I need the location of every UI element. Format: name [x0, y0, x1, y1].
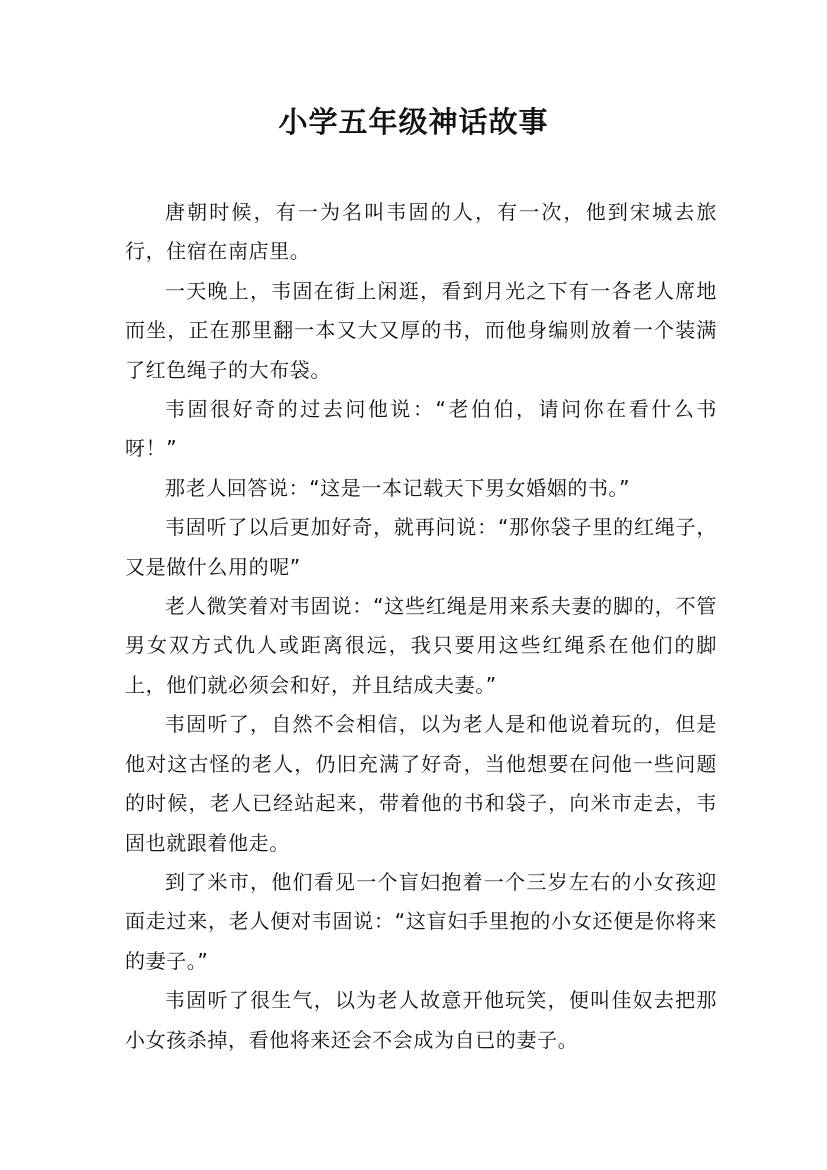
paragraph: 那老人回答说：“这是一本记载天下男女婚姻的书。”	[165, 475, 631, 500]
paragraph: 韦固听了以后更加好奇，就再问说：“那你袋子里的红绳子，又是做什么用的呢”	[125, 515, 717, 579]
paragraph: 唐朝时候，有一为名叫韦固的人，有一次，他到宋城去旅行，住宿在南店里。	[125, 200, 717, 264]
paragraph: 老人微笑着对韦固说：“这些红绳是用来系夫妻的脚的，不管男女双方式仇人或距离很远，我只要用这些红绳系在他们的脚上，他们就必须会和好，并且结成夫妻。”	[125, 594, 717, 697]
document-title: 小学五年级神话故事	[278, 105, 549, 139]
paragraph: 韦固很好奇的过去问他说：“老伯伯，请问你在看什么书呀！”	[125, 397, 717, 461]
paragraph: 韦固听了，自然不会相信，以为老人是和他说着玩的，但是他对这古怪的老人，仍旧充满了好奇，当他想要在问他一些问题的时候，老人已经站起来，带着他的书和袋子，向米市走去，韦固也就跟着他走。	[125, 712, 717, 855]
paragraph: 一天晚上，韦固在街上闲逛，看到月光之下有一各老人席地而坐，正在那里翻一本又大又厚的书，而他身编则放着一个装满了红色绳子的大布袋。	[125, 278, 717, 382]
paragraph: 韦固听了很生气，以为老人故意开他玩笑，便叫佳奴去把那小女孩杀掉，看他将来还会不会成为自已的妻子。	[125, 988, 717, 1052]
paragraph: 到了米市，他们看见一个盲妇抱着一个三岁左右的小女孩迎面走过来，老人便对韦固说：“这盲妇手里抱的小女还便是你将来的妻子。”	[125, 869, 717, 973]
document-body	[125, 193, 717, 1060]
